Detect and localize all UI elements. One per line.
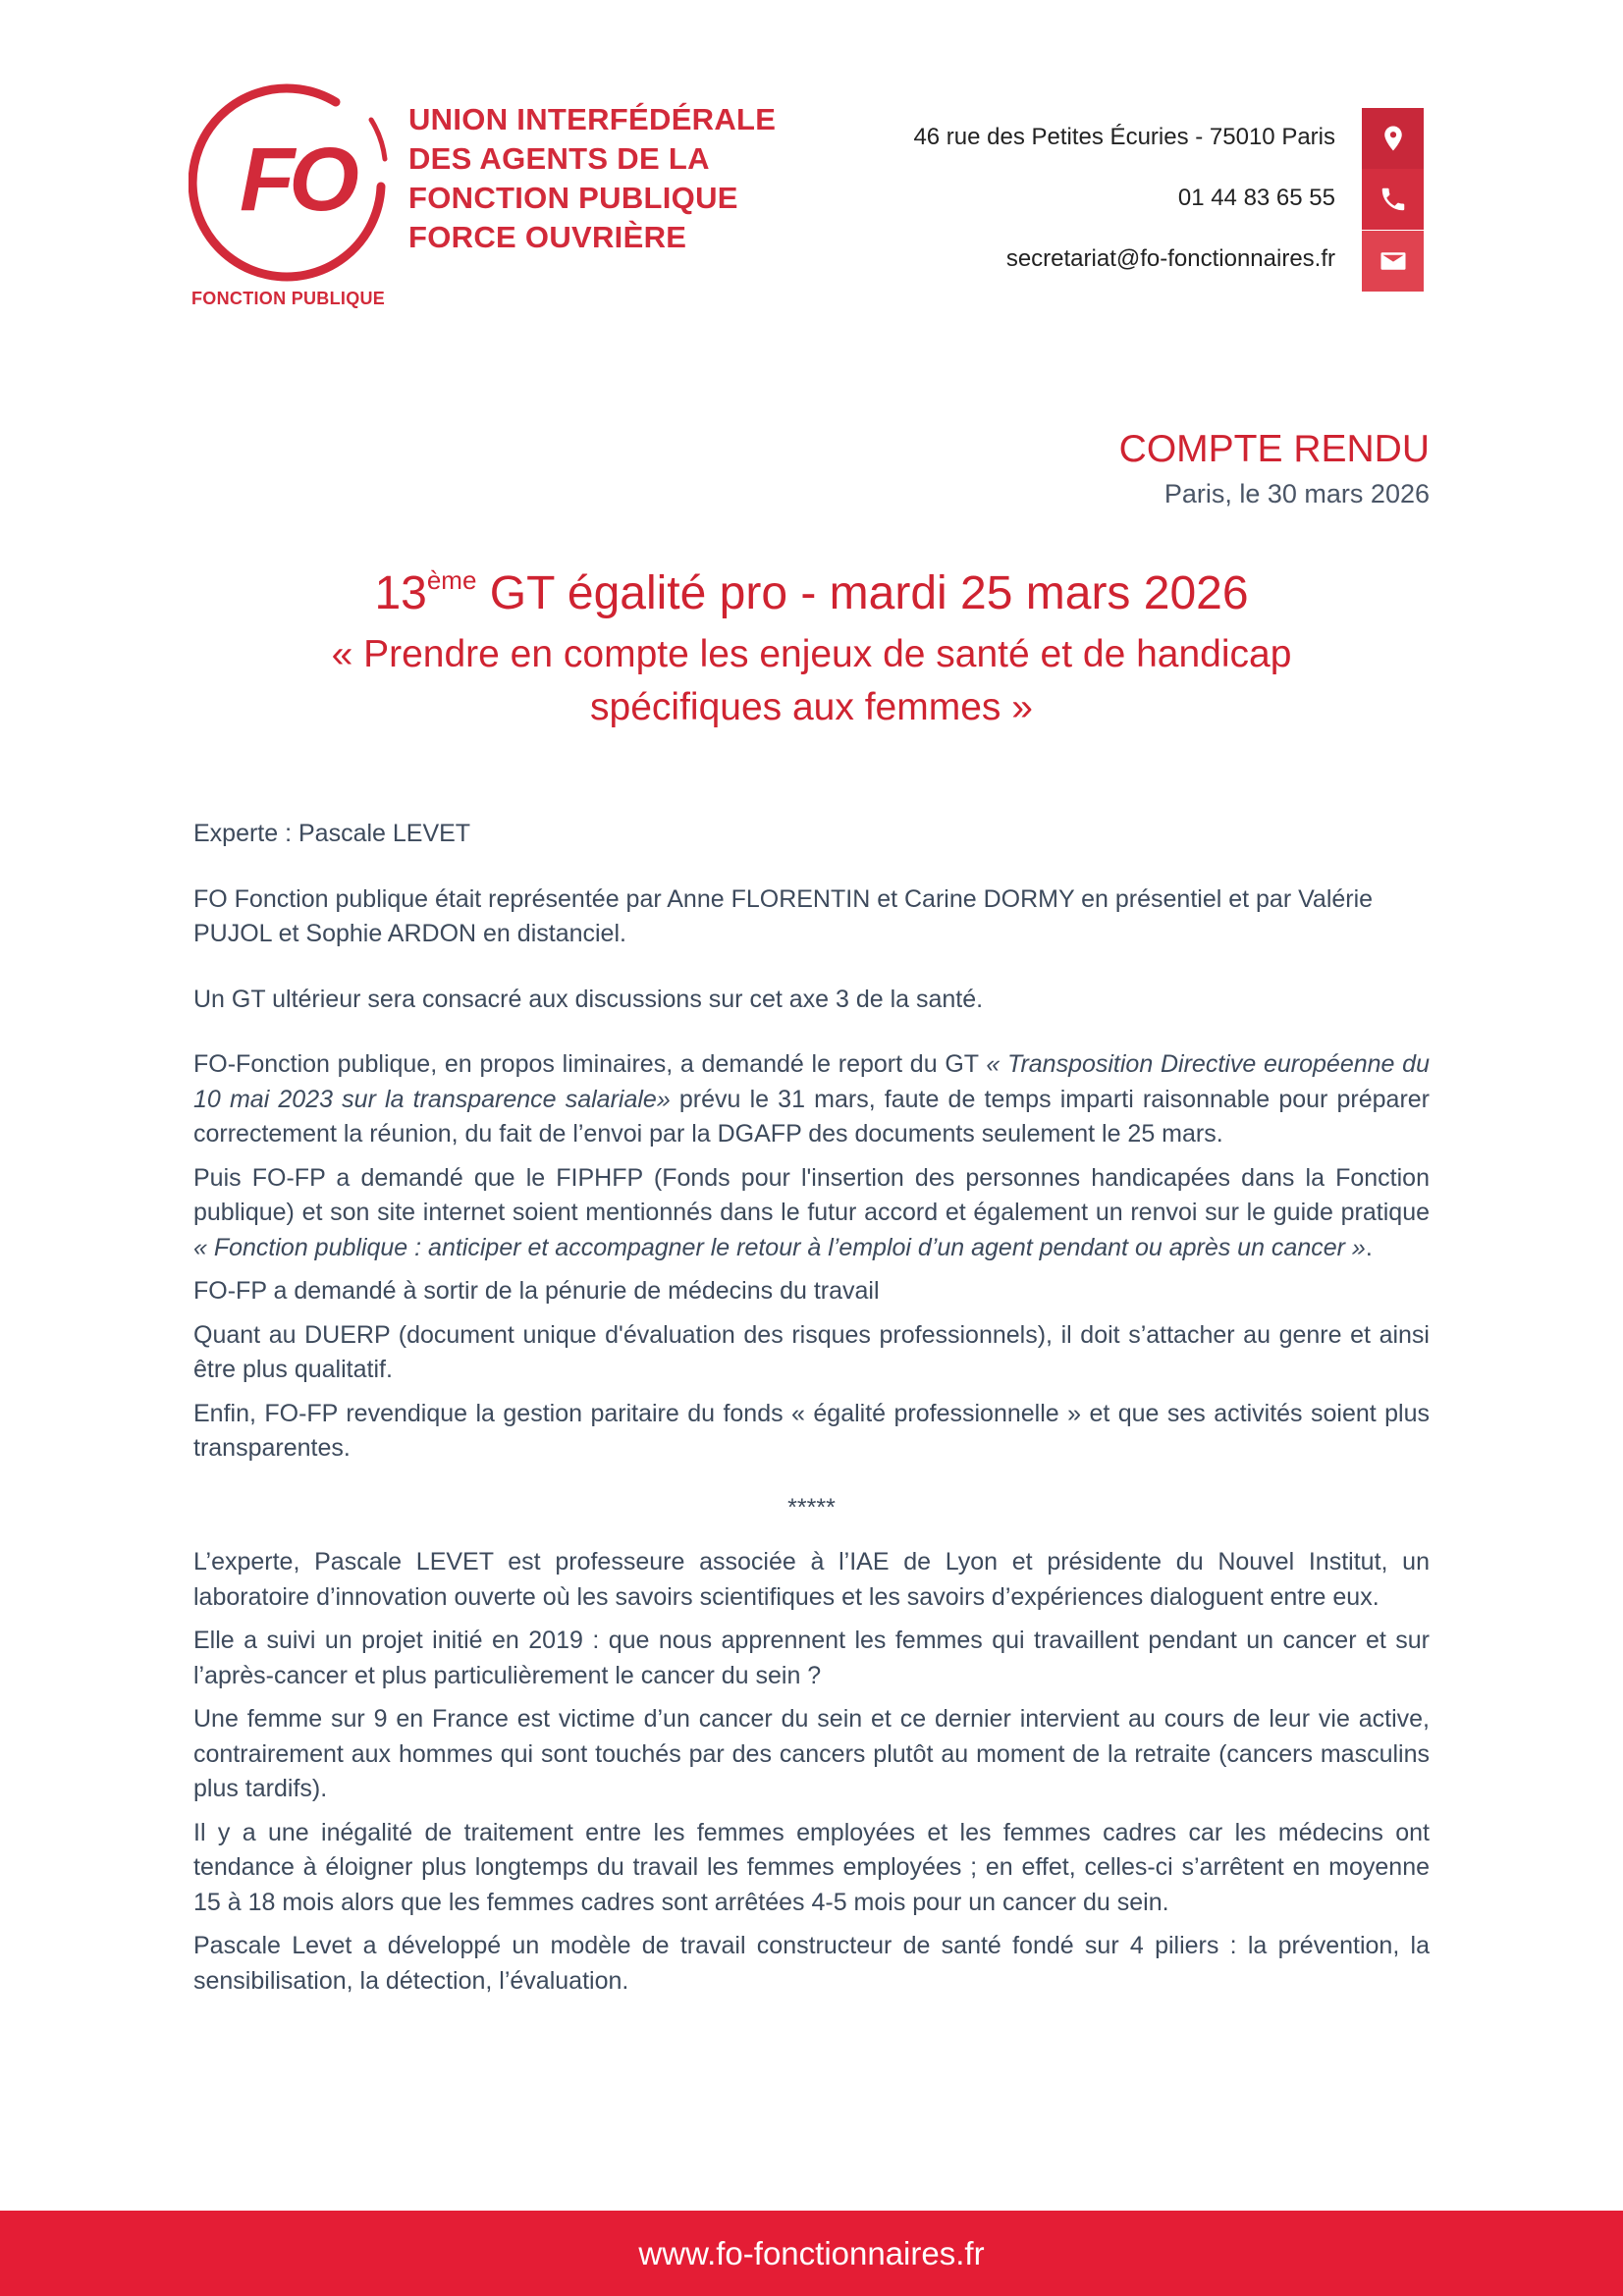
contact-phone[interactable]: 01 44 83 65 55	[1177, 185, 1335, 211]
phone-icon	[1362, 169, 1424, 230]
fo-logo-mark	[189, 80, 405, 287]
fiphfp-text-end: .	[1365, 1233, 1373, 1261]
envelope-icon	[1362, 231, 1424, 292]
paragraph-medecins: FO-FP a demandé à sortir de la pénurie de médecins du travail	[193, 1277, 880, 1305]
report-text: FO-Fonction publique, en propos liminaires, a demandé le report du GT	[193, 1050, 987, 1078]
contact-email[interactable]: secretariat@fo-fonctionnaires.fr	[1005, 245, 1335, 272]
expert-line: Experte : Pascale LEVET	[193, 820, 471, 847]
title-text: GT égalité pro - mardi 25 mars 2026	[476, 567, 1249, 619]
footer-bar	[0, 2211, 1623, 2296]
paragraph-modele: Pascale Levet a développé un modèle de travail constructeur de santé fondé sur 4 piliers : la prévention, la sensibilisation, la détection, l’évaluation.	[193, 1932, 1430, 1995]
report-text-end: prévu le 31 mars, faute de temps imparti raisonnable pour préparer correctement la réunion, du fait de l’envoi par la DGAFP des documents seulement le 25 mars.	[193, 1085, 1430, 1148]
paragraph-projet: Elle a suivi un projet initié en 2019 : que nous apprennent les femmes qui travaillent pendant un cancer et sur l’après-cancer et plus particulièrement le cancer du sein ?	[193, 1627, 1430, 1689]
paragraph-fonds: Enfin, FO-FP revendique la gestion paritaire du fonds « égalité professionnelle » et que ses activités soient plus transparentes.	[193, 1399, 1430, 1462]
footer-website-link[interactable]: www.fo-fonctionnaires.fr	[638, 2234, 985, 2271]
page-subtitle	[255, 628, 1368, 734]
report-italic: « Transposition Directive européenne du 10 mai 2023 sur la transparence salariale»	[193, 1050, 1430, 1113]
paragraph-representation: FO Fonction publique était représentée par Anne FLORENTIN et Carine DORMY en présentiel et par Valérie PUJOL et Sophie ARDON en distanciel.	[193, 884, 1374, 947]
org-name-line: FONCTION PUBLIQUE	[408, 181, 738, 215]
title-number: 13	[374, 567, 427, 619]
fiphfp-italic: « Fonction publique : anticiper et accompagner le retour à l’emploi d’un agent pendant ou après un cancer »	[193, 1233, 1366, 1261]
document-body	[193, 817, 1430, 1999]
subtitle-line: spécifiques aux femmes »	[590, 686, 1033, 728]
paragraph-femme: Une femme sur 9 en France est victime d’un cancer du sein et ce dernier intervient au cours de leur vie active, contrairement aux hommes qui sont touchés par des cancers plutôt au moment de la retraite (cancers masculins plus tardifs).	[193, 1705, 1430, 1802]
logo-caption: FONCTION PUBLIQUE	[191, 289, 386, 308]
organization-name	[408, 100, 801, 257]
fiphfp-text: Puis FO-FP a demandé que le FIPHFP (Fonds pour l'insertion des personnes handicapées dans la Fonction publique) et son site internet soient mentionnés dans le futur accord et également un renvoi sur le guide pratique	[193, 1163, 1430, 1226]
org-name-line: UNION INTERFÉDÉRALE	[408, 102, 777, 136]
document-type: COMPTE RENDU	[1118, 428, 1430, 470]
section-separator: *****	[787, 1493, 836, 1522]
logo-text: FO	[240, 130, 353, 230]
fo-logo	[189, 80, 405, 316]
paragraph-report	[193, 1047, 1430, 1152]
org-name-line: FORCE OUVRIÈRE	[408, 220, 687, 254]
paragraph-gt-ulterieur: Un GT ultérieur sera consacré aux discussions sur cet axe 3 de la santé.	[193, 985, 984, 1013]
title-superscript: ème	[426, 565, 477, 595]
paragraph-fiphfp	[193, 1161, 1430, 1266]
org-name-line: DES AGENTS DE LA	[408, 141, 710, 176]
paragraph-inegalite: Il y a une inégalité de traitement entre les femmes employées et les femmes cadres car les médecins ont tendance à éloigner plus longtemps du travail les femmes employées ; en effet, celles-ci s’arrêtent en moyenne 15 à 18 mois alors que les femmes cadres sont arrêtées 4-5 mois pour un cancer du sein.	[193, 1818, 1430, 1916]
page-title	[0, 565, 1623, 620]
paragraph-duerp: Quant au DUERP (document unique d'évaluation des risques professionnels), il doit s’attacher au genre et ainsi être plus qualitatif.	[193, 1320, 1430, 1383]
paragraph-experte: L’experte, Pascale LEVET est professeure associée à l’IAE de Lyon et présidente du Nouvel Institut, un laboratoire d’innovation ouverte où les savoirs scientifiques et les savoirs d’expériences dialoguent entre eux.	[193, 1548, 1430, 1611]
document-date: Paris, le 30 mars 2026	[1163, 479, 1430, 508]
contact-address: 46 rue des Petites Écuries - 75010 Paris	[913, 124, 1335, 150]
location-pin-icon	[1362, 108, 1424, 169]
subtitle-line: « Prendre en compte les enjeux de santé et de handicap	[331, 633, 1292, 675]
